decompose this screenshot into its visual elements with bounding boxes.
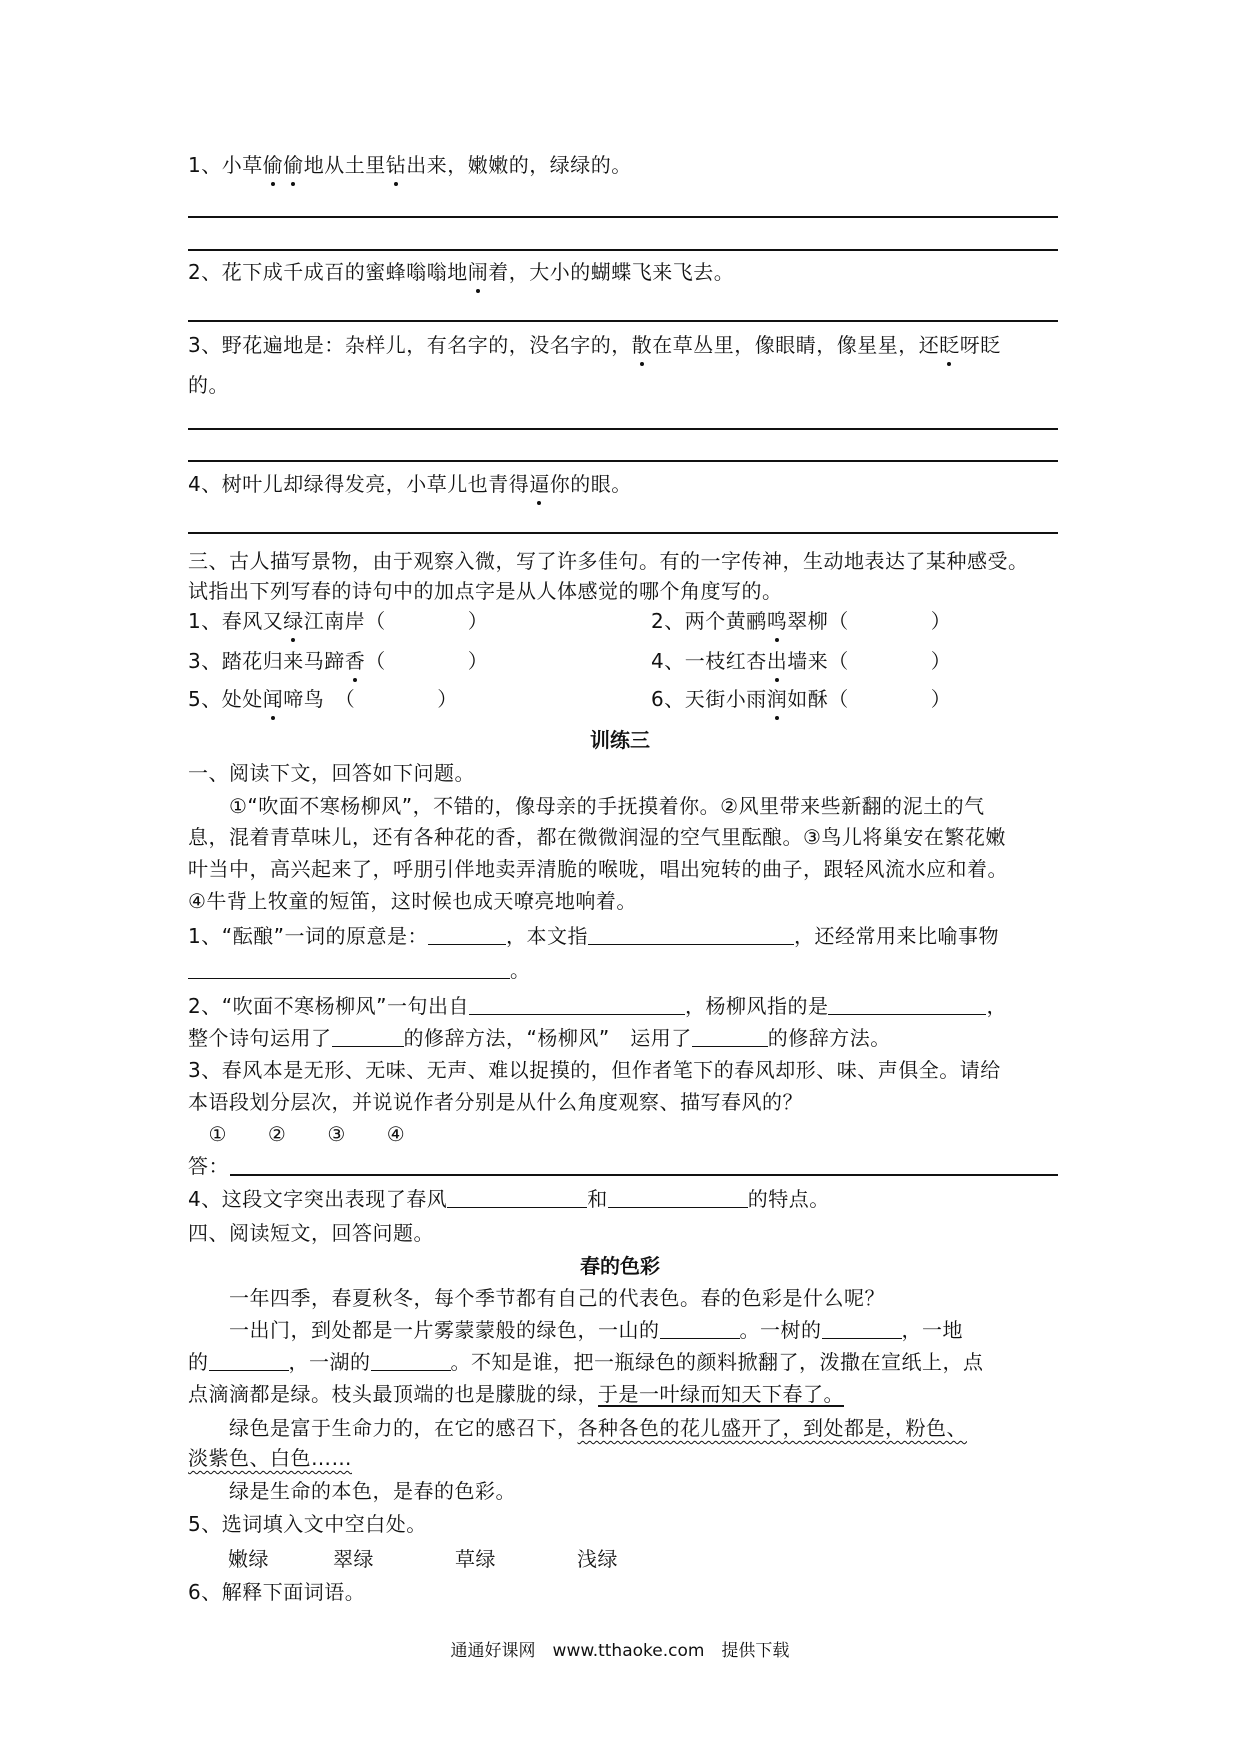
poem-item-6: 6、天街小雨润如酥（ ） [651, 687, 952, 711]
passage-line: 绿色是富于生命力的，在它的感召下，各种各色的花儿盛开了，到处都是，粉色、 [188, 1416, 967, 1440]
passage-line: 息，混着青草味儿，还有各种花的香，都在微微润湿的空气里酝酿。③鸟儿将巢安在繁花嫩 [188, 825, 1006, 849]
dotted-char: 鸣 [766, 609, 788, 633]
answer-line[interactable] [188, 249, 1058, 251]
passage-line: ①“吹面不寒杨柳风”，不错的，像母亲的手抚摸着你。②风里带来些新翻的泥土的气 [188, 794, 985, 818]
passage-line: 的 ，一湖的 。不知是谁，把一瓶绿色的颜料掀翻了，泼撒在宣纸上，点 [188, 1350, 984, 1374]
dotted-char: 钻 [385, 153, 407, 177]
dotted-char: 眨 [939, 333, 960, 357]
part1-heading: 一、阅读下文，回答如下问题。 [188, 761, 475, 785]
fill-blank[interactable] [209, 1350, 289, 1371]
passage-line: 叶当中，高兴起来了，呼朋引伴地卖弄清脆的喉咙，唱出宛转的曲子，跟轻风流水应和着。 [188, 857, 1008, 881]
word-option: 浅绿 [577, 1547, 618, 1571]
dotted-char: 润 [766, 687, 788, 711]
question-2: 2、“吹面不寒杨柳风”一句出自 ，杨柳风指的是 ， [188, 994, 1007, 1018]
question-1: 1、“酝酿”一词的原意是： ，本文指 ，还经常用来比喻事物 [188, 924, 999, 948]
question-3: 3、春风本是无形、无味、无声、难以捉摸的，但作者笔下的春风却形、味、声俱全。请给 [188, 1058, 1001, 1082]
word-option: 草绿 [455, 1547, 496, 1571]
poem-item-4: 4、一枝红杏出墙来（ ） [651, 649, 952, 673]
dotted-char: 出 [766, 649, 788, 673]
fill-blank[interactable] [332, 1026, 404, 1047]
question-1-cont: 。 [188, 956, 531, 984]
passage-title: 春的色彩 [580, 1254, 660, 1278]
question-3-cont: 本语段划分层次，并说说作者分别是从什么角度观察、描写春风的？ [188, 1090, 803, 1114]
part4-heading: 四、阅读短文，回答问题。 [188, 1221, 434, 1245]
answer-line[interactable] [230, 1174, 1058, 1176]
fill-blank[interactable] [660, 1318, 740, 1339]
passage-line: 一出门，到处都是一片雾蒙蒙般的绿色，一山的 。一树的 ，一地 [188, 1318, 963, 1342]
sentence-1: 1、小草偷偷地从土里钻出来，嫩嫩的，绿绿的。 [188, 153, 632, 177]
dotted-char: 逼 [529, 472, 550, 496]
question-4: 4、这段文字突出表现了春风 和 的特点。 [188, 1187, 830, 1211]
poem-item-2: 2、两个黄鹂鸣翠柳（ ） [651, 609, 952, 633]
page-footer: 通通好课网 www.tthaoke.com 提供下载 [450, 1641, 790, 1661]
wavy-underlined-text: 淡紫色、白色…… [188, 1446, 352, 1470]
sentence-4: 4、树叶儿却绿得发亮，小草儿也青得逼你的眼。 [188, 472, 632, 496]
underlined-sentence: 于是一叶绿而知天下春了。 [598, 1382, 844, 1406]
fill-blank[interactable] [608, 1187, 748, 1208]
poem-item-1: 1、春风又绿江南岸（ ） [188, 609, 489, 633]
question-5: 5、选词填入文中空白处。 [188, 1512, 427, 1536]
word-option: 嫩绿 [228, 1547, 269, 1571]
fill-blank[interactable] [428, 924, 506, 945]
answer-line[interactable] [188, 532, 1058, 534]
wavy-underlined-text: 各种各色的花儿盛开了，到处都是，粉色、 [577, 1416, 967, 1440]
dotted-char: 绿 [283, 609, 304, 633]
layer-markers: ① ② ③ ④ [188, 1122, 406, 1146]
passage-line: 绿是生命的本色，是春的色彩。 [188, 1479, 516, 1503]
section-title: 训练三 [590, 728, 650, 752]
dotted-char: 闹 [467, 260, 489, 284]
answer-line[interactable] [188, 428, 1058, 430]
answer-line[interactable] [188, 460, 1058, 462]
fill-blank[interactable] [188, 958, 510, 979]
question-6: 6、解释下面词语。 [188, 1580, 366, 1604]
fill-blank[interactable] [692, 1026, 768, 1047]
part3-intro: 试指出下列写春的诗句中的加点字是从人体感觉的哪个角度写的。 [188, 579, 783, 603]
fill-blank[interactable] [447, 1187, 587, 1208]
dotted-char: 偷 [283, 153, 304, 177]
fill-blank[interactable] [822, 1318, 902, 1339]
word-option: 翠绿 [333, 1547, 374, 1571]
sentence-3-cont: 的。 [188, 373, 229, 397]
sentence-2: 2、花下成千成百的蜜蜂嗡嗡地闹着，大小的蝴蝶飞来飞去。 [188, 260, 735, 284]
passage-line: 点滴滴都是绿。枝头最顶端的也是朦胧的绿，于是一叶绿而知天下春了。 [188, 1382, 844, 1406]
part3-intro: 三、古人描写景物，由于观察入微，写了许多佳句。有的一字传神，生动地表达了某种感受。 [188, 549, 1029, 573]
fill-blank[interactable] [371, 1350, 451, 1371]
dotted-char: 香 [344, 649, 366, 673]
dotted-char: 闻 [262, 687, 284, 711]
poem-item-5: 5、处处闻啼鸟 （ ） [188, 687, 458, 711]
passage-line [188, 1444, 352, 1472]
passage-line: 一年四季，春夏秋冬，每个季节都有自己的代表色。春的色彩是什么呢？ [188, 1286, 885, 1310]
poem-item-3: 3、踏花归来马蹄香（ ） [188, 649, 489, 673]
answer-line[interactable] [188, 216, 1058, 218]
dotted-char: 散 [631, 333, 653, 357]
fill-blank[interactable] [469, 994, 685, 1015]
fill-blank[interactable] [588, 924, 794, 945]
answer-label: 答： [188, 1154, 229, 1178]
passage-line: ④牛背上牧童的短笛，这时候也成天嘹亮地响着。 [188, 889, 637, 913]
fill-blank[interactable] [828, 994, 986, 1015]
dotted-char: 偷 [262, 153, 284, 177]
question-2-cont: 整个诗句运用了 的修辞方法，“杨柳风” 运用了 的修辞方法。 [188, 1026, 891, 1050]
answer-line[interactable] [188, 320, 1058, 322]
sentence-3: 3、野花遍地是：杂样儿，有名字的，没名字的，散在草丛里，像眼睛，像星星，还眨呀眨 [188, 333, 1001, 357]
